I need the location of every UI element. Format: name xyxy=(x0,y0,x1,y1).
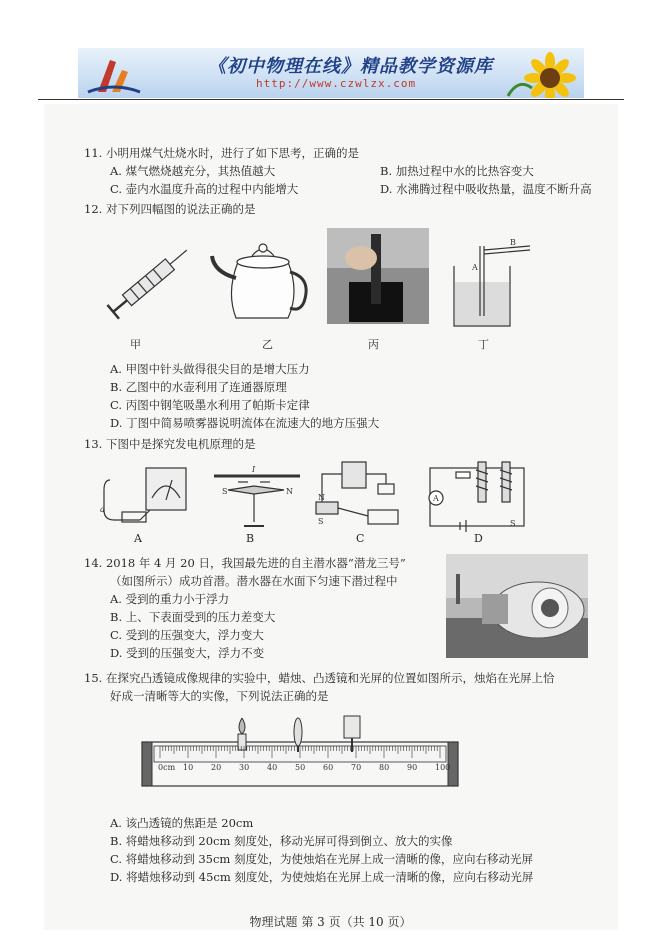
banner-title: 《初中物理在线》精品教学资源库 xyxy=(208,56,493,77)
q12-stem: 12. 对下列四幅图的说法正确的是 xyxy=(84,202,256,216)
q15-option-d: D. 将蜡烛移动到 45cm 刻度处，为使烛焰在光屏上成一清晰的像，应向右移动光屏 xyxy=(110,870,534,884)
q15-option-c: C. 将蜡烛移动到 35cm 刻度处，为使烛焰在光屏上成一清晰的像，应向右移动光屏 xyxy=(110,852,533,866)
q12-caption-3: 丙 xyxy=(368,338,379,351)
fig-b-label-i: I xyxy=(252,465,256,474)
optical-bench-figure xyxy=(140,712,460,798)
q13-caption-d: D xyxy=(474,532,483,545)
q11-stem: 11. 小明用煤气灶烧水时，进行了如下思考，正确的是 xyxy=(84,146,359,160)
sprayer-figure xyxy=(446,236,536,332)
q11-option-b: B. 加热过程中水的比热容变大 xyxy=(380,164,534,178)
ruler-label: 90 xyxy=(407,763,418,772)
fig-d-label-s: S xyxy=(510,519,516,528)
q12-option-b: B. 乙图中的水壶利用了连通器原理 xyxy=(110,380,287,394)
q13-caption-c: C xyxy=(356,532,365,545)
header-banner xyxy=(78,48,584,98)
q15-stem-line2: 好成一清晰等大的实像，下列说法正确的是 xyxy=(110,689,329,703)
ruler-label: 60 xyxy=(323,763,334,772)
q14-option-a: A. 受到的重力小于浮力 xyxy=(110,592,230,606)
q14-option-b: B. 上、下表面受到的压力差变大 xyxy=(110,610,276,624)
sprayer-label-a: A xyxy=(472,263,478,272)
teapot-figure xyxy=(208,232,316,332)
q14-stem-line1: 14. 2018 年 4 月 20 日，我国最先进的自主潜水器“潜龙三号” xyxy=(84,556,406,570)
page-footer: 物理试题 第 3 页（共 10 页） xyxy=(249,915,412,929)
q12-caption-1: 甲 xyxy=(130,338,141,351)
fig-d-label-a: A xyxy=(433,494,439,503)
syringe-figure xyxy=(100,226,200,332)
q14-stem-line2: （如图所示）成功首潜。潜水器在水面下匀速下潜过程中 xyxy=(110,574,398,588)
q13-caption-b: B xyxy=(246,532,255,545)
q14-option-d: D. 受到的压强变大，浮力不变 xyxy=(110,646,265,660)
q12-option-c: C. 丙图中钢笔吸墨水利用了帕斯卡定律 xyxy=(110,398,310,412)
ruler-label: 40 xyxy=(267,763,278,772)
fountain-pen-photo xyxy=(327,228,429,324)
q12-caption-2: 乙 xyxy=(262,338,273,351)
fig-b-label-s: S xyxy=(222,487,228,496)
banner-url: http://www.czwlzx.com xyxy=(256,77,417,90)
q13-stem: 13. 下图中是探究发电机原理的是 xyxy=(84,437,256,451)
q15-stem-line1: 15. 在探究凸透镜成像规律的实验中，蜡烛、凸透镜和光屏的位置如图所示，烛焰在光屏上恰 xyxy=(84,671,555,685)
q15-option-b: B. 将蜡烛移动到 20cm 刻度处，移动光屏可得到倒立、放大的实像 xyxy=(110,834,453,848)
q12-option-d: D. 丁图中简易喷雾器说明流体在流速大的地方压强大 xyxy=(110,416,380,430)
submersible-photo xyxy=(446,554,588,658)
q11-option-a: A. 煤气燃烧越充分，其热值越大 xyxy=(110,164,276,178)
sprayer-label-b: B xyxy=(510,238,516,247)
logo-icon xyxy=(84,52,144,96)
fig-b-label-n: N xyxy=(286,487,293,496)
q11-option-c: C. 壶内水温度升高的过程中内能增大 xyxy=(110,182,299,196)
ruler-label: 20 xyxy=(211,763,222,772)
ruler-label: 80 xyxy=(379,763,390,772)
q12-option-a: A. 甲图中针头做得很尖目的是增大压力 xyxy=(110,362,310,376)
generator-figure-a xyxy=(100,460,192,532)
ruler-label: 50 xyxy=(295,763,306,772)
ruler-label: 10 xyxy=(183,763,194,772)
motor-figure-c xyxy=(314,458,414,532)
q14-option-c: C. 受到的压强变大，浮力变大 xyxy=(110,628,264,642)
electromagnet-figure-d xyxy=(426,458,528,532)
ruler-label: 0cm xyxy=(158,763,176,772)
q12-caption-4: 丁 xyxy=(478,338,489,351)
fig-a-label: a xyxy=(100,505,105,514)
header-rule xyxy=(38,99,624,100)
ruler-label: 100 xyxy=(435,763,451,772)
compass-figure-b xyxy=(208,462,304,534)
sunflower-icon xyxy=(498,48,584,98)
q11-option-d: D. 水沸腾过程中吸收热量，温度不断升高 xyxy=(380,182,592,196)
fig-c-label-s: S xyxy=(318,517,324,526)
fig-c-label-n: N xyxy=(318,493,325,502)
ruler-label: 30 xyxy=(239,763,250,772)
q13-caption-a: A xyxy=(134,532,142,545)
q15-option-a: A. 该凸透镜的焦距是 20cm xyxy=(110,816,254,830)
ruler-label: 70 xyxy=(351,763,362,772)
ruler-labels xyxy=(158,763,450,772)
